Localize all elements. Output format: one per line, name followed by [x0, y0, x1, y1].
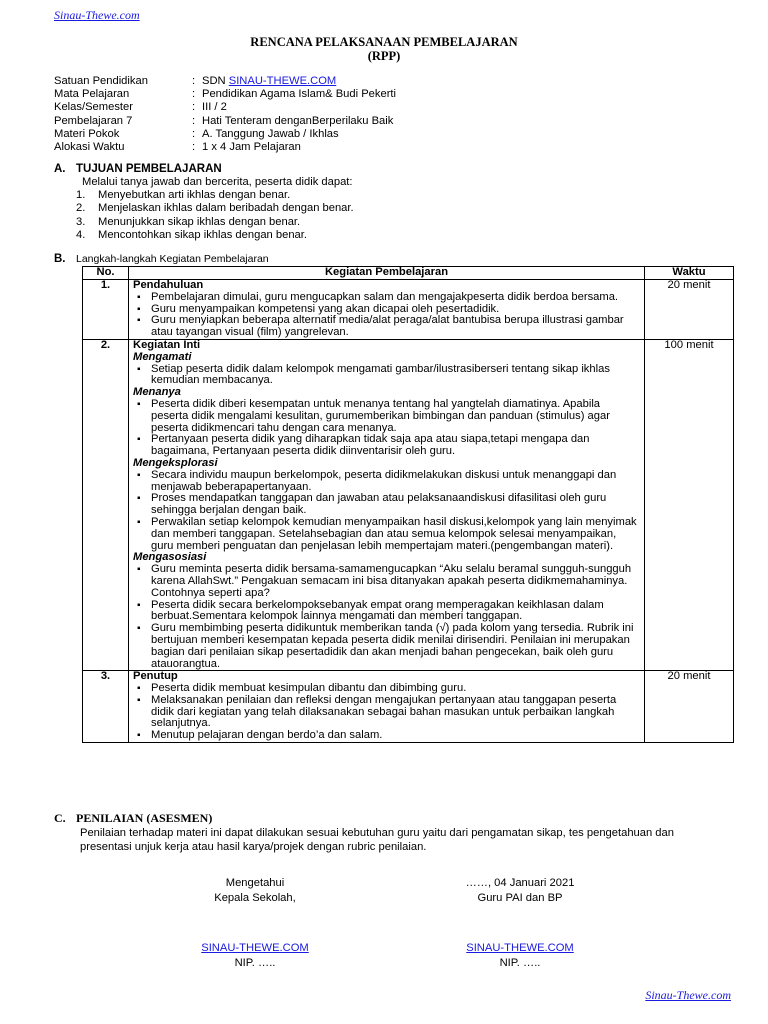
objective-item [76, 189, 716, 202]
info-label: Mata Pelajaran [54, 88, 130, 101]
info-label: Kelas/Semester [54, 101, 133, 114]
header-kegiatan: Kegiatan Pembelajaran [129, 267, 645, 280]
info-row [54, 101, 714, 114]
bullet-list [133, 470, 640, 553]
section-c-letter: C. [54, 811, 66, 825]
section-a-letter: A. [54, 163, 66, 175]
objectives-intro: Melalui tanya jawab dan bercerita, peserta didik dapat: [82, 176, 353, 188]
info-label: Satuan Pendidikan [54, 75, 148, 87]
list-item: ▪ Guru menyampaikan kompetensi yang akan dicapai oleh pesertadidik. [133, 304, 640, 316]
section-c-heading [54, 811, 212, 826]
objective-text: Mencontohkan sikap ikhlas dengan benar. [98, 228, 307, 241]
info-row [54, 128, 714, 141]
table-row [83, 671, 734, 743]
list-item: ▪ Peserta didik secara berkelompoksebanyak empat orang memperagakan keikhlasan dalam berbuat.Sementara kelompok lainnya mengamati dan memberi tanggapan. [133, 600, 640, 624]
row-number: 1. [83, 280, 129, 340]
info-label: Alokasi Waktu [54, 140, 125, 153]
info-colon: : [192, 88, 196, 101]
info-value-text: A. Tanggung Jawab / Ikhlas [202, 127, 339, 140]
watermark-top-link[interactable]: Sinau-Thewe.com [54, 8, 140, 22]
objective-item [76, 202, 716, 215]
info-value [202, 101, 714, 114]
signature-teacher [420, 876, 620, 970]
info-value-text: Hati Tenteram denganBerperilaku Baik [202, 114, 394, 127]
subphase-title: Menanya [133, 386, 181, 399]
info-value-prefix: SDN [202, 75, 229, 87]
sig-left-line1: Mengetahui [225, 877, 285, 889]
list-item: ▪ Peserta didik membuat kesimpulan dibantu dan dibimbing guru. [133, 683, 640, 695]
table-row [83, 339, 734, 670]
list-item: ▪ Menutup pelajaran dengan berdo’a dan salam. [133, 730, 640, 742]
row-duration: 20 menit [645, 280, 734, 340]
phase-title: Kegiatan Inti [133, 338, 201, 351]
info-value [202, 128, 714, 141]
bullet-list [133, 564, 640, 670]
objective-item [76, 229, 716, 242]
objective-item [76, 216, 716, 229]
bullet-list [133, 292, 640, 339]
phase-title: Pendahuluan [133, 279, 204, 291]
list-item: ▪ Melaksanakan penilaian dan refleksi dengan mengajukan pertanyaan atau tanggapan peserta didik dari kegiatan yang telah dilaksanakan sebagai bahan masukan untuk perbaikan langkah selanjutnya. [133, 695, 640, 730]
bullet-list [133, 364, 640, 388]
info-row [54, 88, 714, 101]
subphase-title: Mengamati [133, 350, 192, 363]
row-duration: 100 menit [645, 339, 734, 670]
row-activities [129, 339, 645, 670]
table-row [83, 280, 734, 340]
subphase-title: Mengasosiasi [133, 551, 207, 564]
identity-block [54, 75, 714, 154]
section-c-title: PENILAIAN (ASESMEN) [76, 811, 213, 825]
objectives-list [76, 176, 716, 242]
signature-principal [155, 876, 355, 970]
info-row [54, 75, 714, 88]
objective-text: Menyebutkan arti ikhlas dengan benar. [98, 189, 291, 202]
objective-number: 2. [76, 202, 86, 215]
info-value [202, 75, 714, 88]
table-header-row [83, 267, 734, 280]
list-item: ▪ Guru membimbing peserta didikuntuk memberikan tanda (√) pada kolom yang tersedia. Rubrik ini bertujuan memberi kesempatan kepada peserta didik menilai dirisendiri. Penilaian ini merupakan bagian dari penilaian sikap pesertadidik dan akan menjadi bahan pengecekan, baik oleh guru atauorangtua. [133, 623, 640, 670]
info-value [202, 115, 714, 128]
info-row [54, 115, 714, 128]
info-value [202, 88, 714, 101]
info-label: Materi Pokok [54, 127, 120, 140]
info-value-text: Pendidikan Agama Islam& Budi Pekerti [202, 88, 397, 101]
objective-text: Menunjukkan sikap ikhlas dengan benar. [98, 215, 301, 228]
section-a-title: TUJUAN PEMBELAJARAN [76, 163, 222, 175]
list-item: ▪ Proses mendapatkan tanggapan dan jawaban atau pelaksanaandiskusi difasilitasi oleh guru sehingga berjalan dengan baik. [133, 493, 640, 517]
objective-text: Menjelaskan ikhlas dalam beribadah dengan benar. [98, 202, 354, 215]
school-name-link[interactable]: SINAU-THEWE.COM [228, 75, 337, 87]
info-colon: : [192, 140, 196, 153]
subphase-title: Mengeksplorasi [133, 456, 218, 469]
sig-left-line2: Kepala Sekolah, [214, 891, 296, 904]
info-colon: : [192, 114, 196, 127]
row-number: 3. [83, 671, 129, 743]
sig-left-nip: NIP. ….. [234, 956, 276, 969]
sig-left-name-link[interactable]: SINAU-THEWE.COM [201, 942, 309, 954]
info-colon: : [192, 75, 196, 87]
info-value [202, 141, 714, 154]
bullet-list [133, 399, 640, 458]
section-a-heading [54, 163, 222, 175]
document-title: RENCANA PELAKSANAAN PEMBELAJARAN [250, 35, 518, 49]
info-value-text: 1 x 4 Jam Pelajaran [202, 140, 301, 153]
list-item: ▪ Pertanyaan peserta didik yang diharapkan tidak saja apa atau siapa,tetapi mengapa dan bagaimana, Pertanyaan peserta didik diinventarisir oleh guru. [133, 434, 640, 458]
info-value-text: III / 2 [202, 101, 227, 114]
list-item: ▪ Setiap peserta didik dalam kelompok mengamati gambar/ilustrasiberseri tentang sikap ikhlas kemudian membacanya. [133, 364, 640, 388]
list-item: ▪ Secara individu maupun berkelompok, peserta didikmelakukan diskusi untuk menanggapi dan menjawab beberapapertanyaan. [133, 470, 640, 494]
list-item: ▪ Guru menyiapkan beberapa alternatif media/alat peraga/alat bantubisa berupa illustrasi gambar atau tayangan visual (film) yangrelevan. [133, 315, 640, 339]
sig-right-nip: NIP. ….. [499, 956, 541, 969]
document-subtitle: (RPP) [367, 49, 401, 63]
section-b-title: Langkah-langkah Kegiatan Pembelajaran [76, 253, 269, 265]
list-item: ▪ Guru meminta peserta didik bersama-samamengucapkan “Aku selalu beramal sungguh-sungguh karena AllahSwt.” Pengakuan semacam ini bisa ditanyakan apakah peserta didikmemahaminya. Contohnya seperti apa? [133, 564, 640, 599]
sig-right-name-link[interactable]: SINAU-THEWE.COM [466, 942, 574, 954]
activities-table [82, 266, 734, 743]
objective-number: 3. [76, 215, 86, 228]
phase-title: Penutup [133, 670, 178, 683]
info-row [54, 141, 714, 154]
objective-number: 4. [76, 228, 86, 241]
sig-right-line1: ……, 04 Januari 2021 [465, 877, 575, 889]
list-item: ▪ Pembelajaran dimulai, guru mengucapkan salam dan mengajakpeserta didik berdoa bersama. [133, 292, 640, 304]
section-b-heading [54, 253, 269, 265]
assessment-text: Penilaian terhadap materi ini dapat dilakukan sesuai kebutuhan guru yaitu dari pengamatan sikap, tes pengetahuan dan presentasi unjuk kerja atau hasil karya/projek dengan rubric penilaian. [80, 827, 674, 853]
sig-right-line2: Guru PAI dan BP [477, 891, 563, 904]
header-waktu: Waktu [645, 267, 734, 280]
info-label: Pembelajaran 7 [54, 114, 133, 127]
bullet-list [133, 683, 640, 742]
header-no: No. [83, 267, 129, 280]
info-colon: : [192, 101, 196, 114]
row-activities [129, 280, 645, 340]
row-activities [129, 671, 645, 743]
objective-number: 1. [76, 189, 86, 202]
list-item: ▪ Peserta didik diberi kesempatan untuk menanya tentang hal yangtelah diamatinya. Apabila peserta didik mengalami kesulitan, gurumemberikan bimbingan dan panduan (stimulus) agar peserta didikmencari tahu dengan cara menanya. [133, 399, 640, 434]
watermark-bottom-link[interactable]: Sinau-Thewe.com [645, 988, 731, 1002]
row-number: 2. [83, 339, 129, 670]
info-colon: : [192, 127, 196, 140]
list-item: ▪ Perwakilan setiap kelompok kemudian menyampaikan hasil diskusi,kelompok yang lain menyimak dan memberi tanggapan. Setelahsebagian dan atau semua kelompok selesai menyampaikan, guru memberi penguatan dan penjelasan lebih mempertajam materi.(pengembangan materi). [133, 517, 640, 552]
row-duration: 20 menit [645, 671, 734, 743]
section-b-letter: B. [54, 253, 66, 265]
